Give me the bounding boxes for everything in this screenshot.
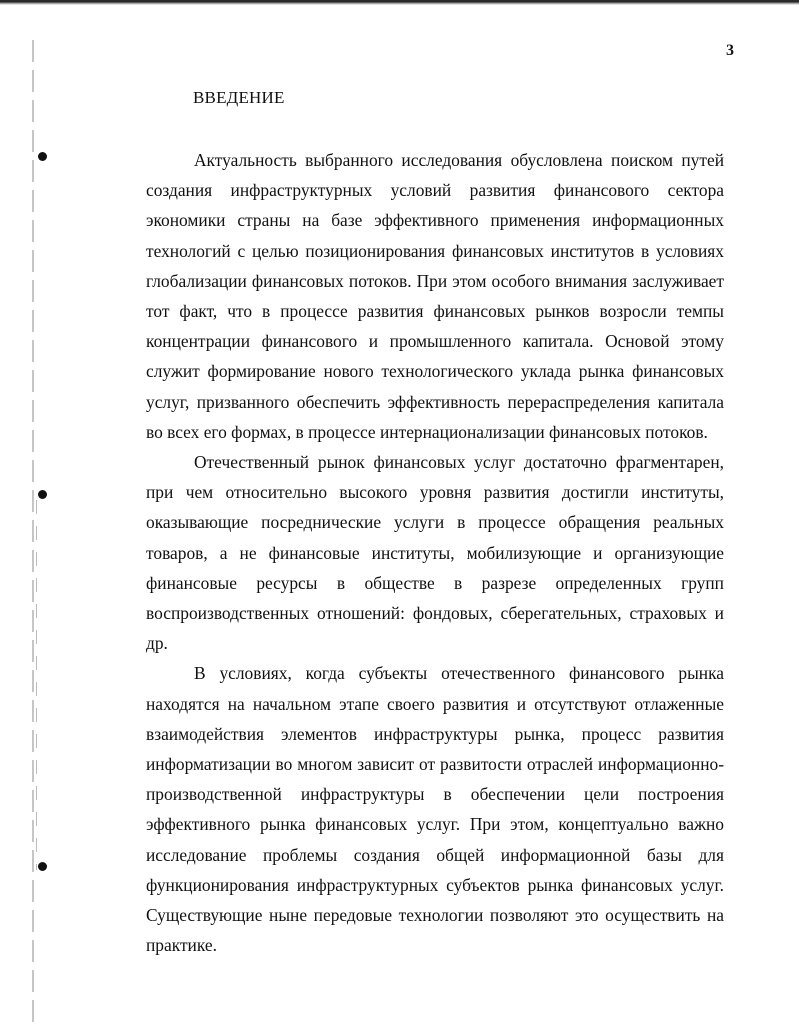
binder-hole-middle: [38, 490, 47, 499]
scan-left-edge: [32, 40, 34, 1030]
paragraph: Отечественный рынок финансовых услуг достаточно фрагментарен, при чем относительно высокого уровня развития достигли институты, оказывающие посреднические услуги в процессе обращения реальных товаров, а не финансовые институты, мобилизующие и организующие финансовые ресурсы в обществе в разрезе определенных групп воспроизводственных отношений: фондовых, сберегательных, страховых и др.: [146, 452, 724, 654]
binder-hole-bottom: [38, 862, 47, 871]
paragraph: Актуальность выбранного исследования обусловлена поиском путей создания инфраструктурных условий развития финансового сектора экономики страны на базе эффективного применения информационных технологий с целью позиционирования финансовых институтов в условиях глобализации финансовых потоков. При этом особого внимания заслуживает тот факт, что в процессе развития финансовых рынков возросли темпы концентрации финансового и промышленного капитала. Основой этому служит формирование нового технологического уклада рынка финансовых услуг, призванного обеспечить эффективность перераспределения капитала во всех его формах, в процессе интернационализации финансовых потоков.: [146, 150, 724, 442]
page-number: 3: [726, 42, 734, 59]
scan-top-edge: [0, 0, 799, 5]
section-heading: ВВЕДЕНИЕ: [193, 88, 285, 107]
body-text: [146, 145, 724, 960]
paragraph: В условиях, когда субъекты отечественного финансового рынка находятся на начальном этапе своего развития и отсутствуют отлаженные взаимодействия элементов инфраструктуры рынка, процесс развития информатизации во многом зависит от развитости отраслей информационно-производственной инфраструктуры в обеспечении цели построения эффективного рынка финансовых услуг. При этом, концептуально важно исследование проблемы создания общей информационной базы для функционирования инфраструктурных субъектов рынка финансовых услуг. Существующие ныне передовые технологии позволяют это осуществить на практике.: [146, 663, 724, 956]
scan-left-edge-secondary: [36, 500, 37, 870]
binder-hole-top: [38, 152, 47, 161]
